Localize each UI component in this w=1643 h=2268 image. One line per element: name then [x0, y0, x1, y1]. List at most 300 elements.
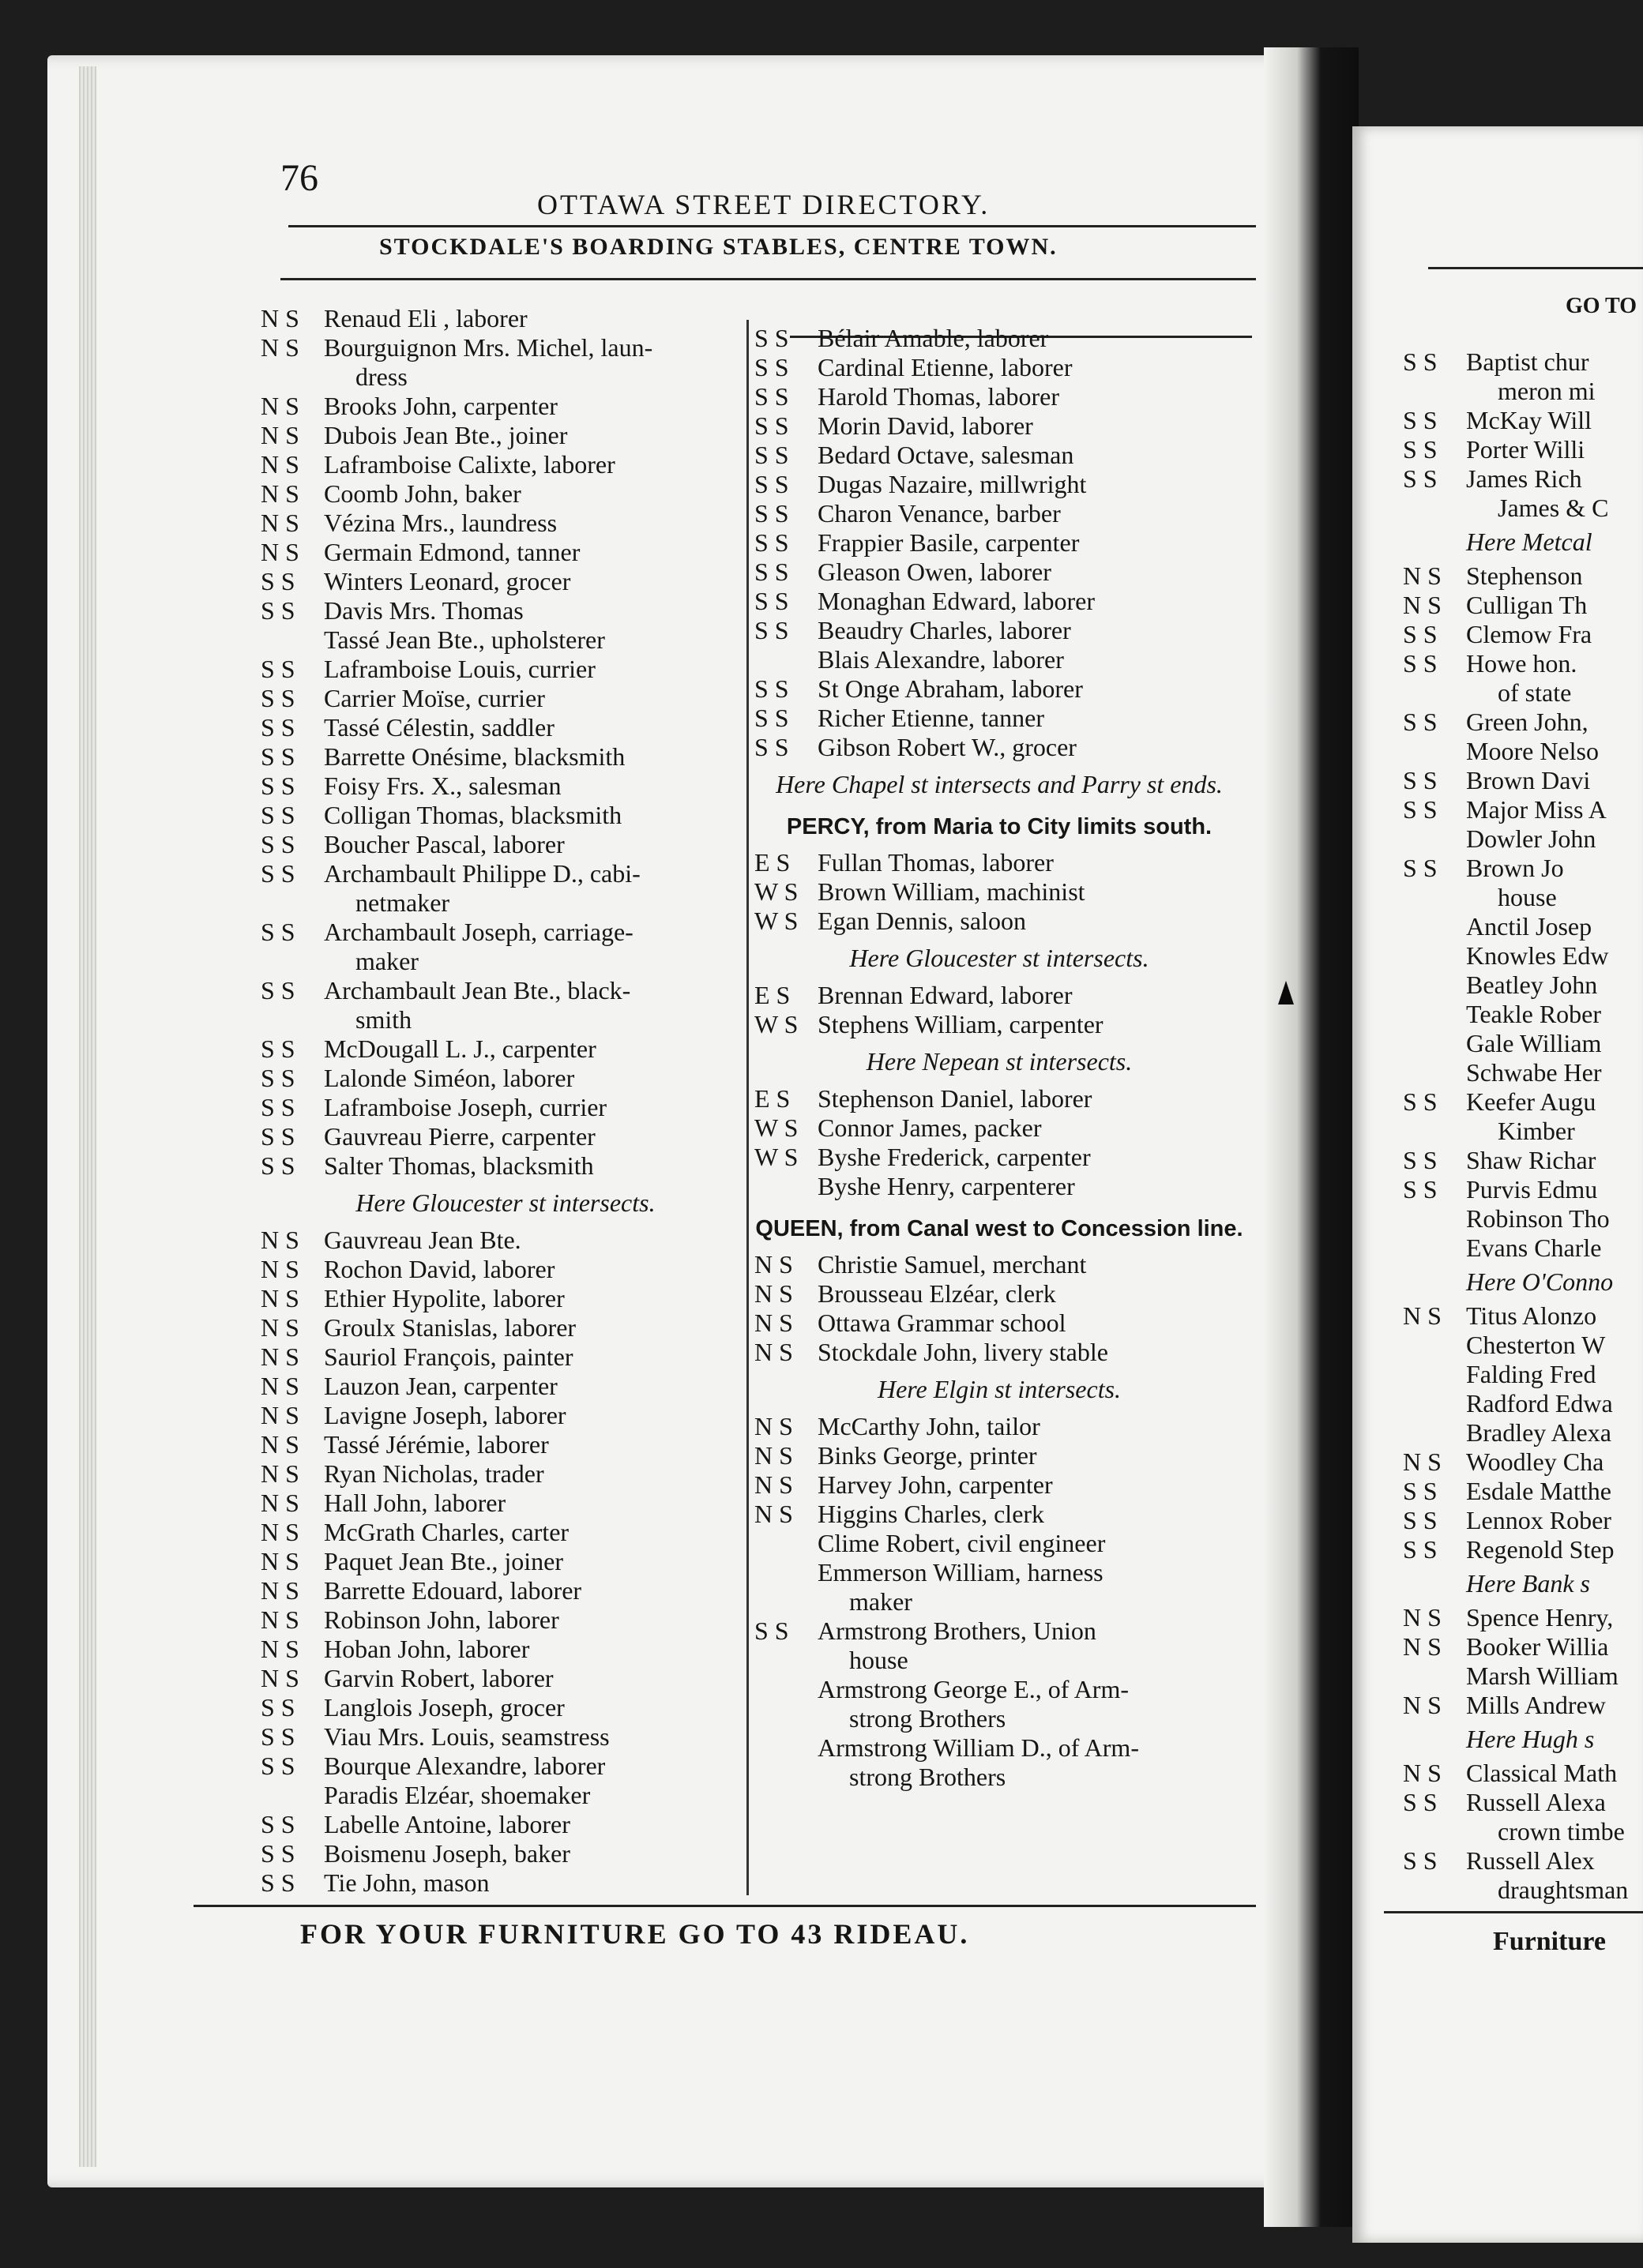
directory-entry — [261, 333, 750, 362]
entry-text: Viau Mrs. Louis, seamstress — [324, 1722, 610, 1751]
directory-entry — [754, 1617, 1244, 1646]
entry-text: Morin David, laborer — [818, 411, 1033, 440]
directory-entry — [261, 1810, 750, 1839]
entry-text: Tassé Célestin, saddler — [324, 713, 555, 742]
directory-entry — [1403, 1535, 1643, 1564]
entry-text: Blais Alexandre, laborer — [818, 645, 1064, 674]
entry-text: Renaud Eli , laborer — [324, 304, 528, 332]
directory-entry — [261, 859, 750, 888]
directory-entry — [261, 1372, 750, 1401]
entry-text: Lalonde Siméon, laborer — [324, 1064, 575, 1092]
directory-entry — [754, 1675, 1244, 1704]
directory-entry — [754, 907, 1244, 936]
gutter-marker — [1278, 981, 1294, 1004]
right-page-head: GO TO — [1566, 294, 1637, 318]
street-side: S S — [261, 1093, 295, 1121]
entry-text: Clime Robert, civil engineer — [818, 1529, 1106, 1557]
directory-entry — [1403, 435, 1643, 464]
directory-entry — [754, 981, 1244, 1010]
entry-text: Dowler John — [1466, 824, 1596, 853]
street-side: S S — [261, 772, 295, 800]
entry-continuation: house — [1498, 883, 1557, 911]
street-side: W S — [754, 1113, 799, 1142]
entry-text: Harold Thomas, laborer — [818, 382, 1059, 411]
street-side — [1403, 1418, 1466, 1448]
directory-entry — [261, 976, 750, 1005]
entry-continuation: meron mi — [1498, 377, 1596, 405]
directory-entry — [754, 470, 1244, 499]
street-side: S S — [1403, 1535, 1438, 1564]
entry-text: Archambault Joseph, carriage- — [324, 918, 634, 946]
intersection-note: Here Chapel st intersects and Parry st ends. — [776, 770, 1223, 798]
street-side: S S — [261, 1064, 295, 1092]
entry-continuation: smith — [355, 1005, 412, 1034]
directory-entry — [754, 1500, 1244, 1529]
directory-entry — [261, 1868, 750, 1898]
entry-text: St Onge Abraham, laborer — [818, 674, 1083, 703]
street-side: S S — [261, 596, 295, 625]
directory-entry — [261, 1093, 750, 1122]
street-side: S S — [1403, 1846, 1438, 1875]
directory-entry — [261, 1722, 750, 1752]
entry-text: Ottawa Grammar school — [818, 1309, 1066, 1337]
entry-text: McGrath Charles, carter — [324, 1518, 570, 1546]
street-side: S S — [261, 1034, 295, 1063]
entry-text: Tassé Jean Bte., upholsterer — [324, 625, 605, 654]
entry-text: Evans Charle — [1466, 1234, 1602, 1262]
entry-text: Byshe Frederick, carpenter — [818, 1143, 1091, 1171]
entry-text: Groulx Stanislas, laborer — [324, 1313, 577, 1342]
directory-entry — [261, 1547, 750, 1576]
entry-continuation: maker — [355, 947, 419, 975]
entry-text: Stephens William, carpenter — [818, 1010, 1103, 1038]
street-side: N S — [754, 1250, 793, 1279]
entry-text: Clemow Fra — [1466, 620, 1592, 648]
street-side: S S — [1403, 347, 1438, 376]
directory-entry — [261, 1255, 750, 1284]
street-side: S S — [261, 655, 295, 683]
street-side: S S — [261, 567, 295, 595]
entry-text: Charon Venance, barber — [818, 499, 1061, 528]
street-side: S S — [261, 1810, 295, 1838]
directory-entry — [261, 1839, 750, 1868]
entry-text: Sauriol François, painter — [324, 1342, 573, 1371]
entry-text: Robinson John, laborer — [324, 1605, 559, 1634]
directory-entry — [1403, 620, 1643, 649]
street-side: N S — [261, 1226, 299, 1254]
directory-entry — [1403, 347, 1643, 377]
entry-continuation: crown timbe — [1498, 1817, 1625, 1846]
street-side — [754, 1558, 818, 1587]
directory-entry — [754, 1470, 1244, 1500]
directory-entry — [261, 1489, 750, 1518]
street-side: S S — [261, 1868, 295, 1897]
street-side: N S — [754, 1338, 793, 1366]
entry-text: Davis Mrs. Thomas — [324, 596, 524, 625]
directory-entry — [261, 1342, 750, 1372]
entry-text: Baptist chur — [1466, 347, 1589, 376]
directory-entry — [261, 421, 750, 450]
entry-text: Woodley Cha — [1466, 1448, 1604, 1476]
directory-entry — [1403, 464, 1643, 494]
street-side: N S — [261, 333, 299, 362]
entry-text: Emmerson William, harness — [818, 1558, 1103, 1586]
entry-text: Dubois Jean Bte., joiner — [324, 421, 568, 449]
directory-entry — [1403, 561, 1643, 591]
entry-text: Richer Etienne, tanner — [818, 704, 1044, 732]
street-side: S S — [754, 441, 789, 469]
street-side: S S — [261, 1693, 295, 1722]
street-side: S S — [754, 324, 789, 352]
entry-text: Connor James, packer — [818, 1113, 1042, 1142]
directory-entry — [754, 324, 1244, 353]
directory-entry — [754, 411, 1244, 441]
street-side: S S — [261, 1122, 295, 1151]
directory-entry — [1403, 1058, 1643, 1087]
entry-text: Ryan Nicholas, trader — [324, 1459, 544, 1488]
street-side — [754, 1529, 818, 1558]
entry-text: Bourque Alexandre, laborer — [324, 1752, 606, 1780]
entry-text: Brown Jo — [1466, 854, 1564, 882]
directory-entry — [1403, 912, 1643, 941]
street-side: S S — [261, 1722, 295, 1751]
entry-continuation: strong Brothers — [849, 1704, 1006, 1733]
directory-entry — [261, 742, 750, 772]
entry-text: Titus Alonzo — [1466, 1301, 1597, 1330]
directory-entry — [754, 1733, 1244, 1763]
directory-entry — [261, 1034, 750, 1064]
entry-text: Robinson Tho — [1466, 1204, 1610, 1233]
entry-text: Archambault Philippe D., cabi- — [324, 859, 641, 888]
directory-entry — [754, 848, 1244, 877]
directory-entry — [1403, 591, 1643, 620]
directory-entry — [1403, 1175, 1643, 1204]
entry-text: Culligan Th — [1466, 591, 1588, 619]
directory-entry — [261, 1664, 750, 1693]
entry-continuation: house — [849, 1646, 908, 1674]
directory-entry — [754, 1010, 1244, 1039]
entry-text: Winters Leonard, grocer — [324, 567, 571, 595]
directory-entry — [754, 733, 1244, 762]
directory-entry — [261, 1459, 750, 1489]
street-side — [1403, 1662, 1466, 1691]
entry-text: Marsh William — [1466, 1662, 1619, 1690]
entry-text: Egan Dennis, saloon — [818, 907, 1026, 935]
entry-text: Paradis Elzéar, shoemaker — [324, 1781, 591, 1809]
street-side: N S — [1403, 1448, 1442, 1476]
directory-entry — [754, 1143, 1244, 1172]
directory-entry — [1403, 1301, 1643, 1331]
street-side: S S — [261, 859, 295, 888]
entry-text: Lauzon Jean, carpenter — [324, 1372, 558, 1400]
street-side: S S — [754, 382, 789, 411]
street-side: N S — [1403, 1603, 1442, 1632]
street-side — [1403, 737, 1466, 766]
footer-rule — [194, 1905, 1256, 1907]
entry-continuation: draughtsman — [1498, 1876, 1629, 1904]
street-side: S S — [1403, 854, 1438, 882]
entry-text: Cardinal Etienne, laborer — [818, 353, 1073, 381]
directory-entry — [1403, 1846, 1643, 1876]
directory-entry — [754, 645, 1244, 674]
street-side: S S — [754, 733, 789, 761]
directory-entry — [754, 1172, 1244, 1201]
street-side: N S — [261, 392, 299, 420]
street-side: S S — [261, 801, 295, 829]
directory-entry — [754, 382, 1244, 411]
right-page-foot: Furniture — [1493, 1927, 1606, 1956]
directory-entry — [754, 1441, 1244, 1470]
entry-text: Schwabe Her — [1466, 1058, 1602, 1087]
street-side: N S — [261, 1255, 299, 1283]
entry-text: Frappier Basile, carpenter — [818, 528, 1080, 557]
street-side: N S — [261, 1401, 299, 1429]
street-side: S S — [261, 684, 295, 712]
entry-text: Classical Math — [1466, 1759, 1618, 1787]
street-side: S S — [754, 499, 789, 528]
street-side: S S — [261, 1752, 295, 1780]
street-side: W S — [754, 1010, 799, 1038]
banner-advert: STOCKDALE'S BOARDING STABLES, CENTRE TOWN. — [379, 234, 1058, 260]
page-edges — [79, 66, 96, 2167]
entry-text: Beatley John — [1466, 971, 1598, 999]
directory-entry — [261, 1518, 750, 1547]
entry-continuation: maker — [849, 1587, 912, 1616]
street-side — [1403, 1234, 1466, 1263]
footer-advert: FOR YOUR FURNITURE GO TO 43 RIDEAU. — [300, 1918, 970, 1950]
directory-entry — [754, 674, 1244, 704]
directory-entry — [1403, 1146, 1643, 1175]
entry-text: Moore Nelso — [1466, 737, 1599, 765]
directory-entry — [1403, 941, 1643, 971]
entry-text: Dugas Nazaire, millwright — [818, 470, 1087, 498]
directory-entry — [1403, 1331, 1643, 1360]
right-head-rule — [1428, 267, 1643, 269]
directory-entry — [261, 538, 750, 567]
street-side: W S — [754, 877, 799, 906]
street-heading: QUEEN, from Canal west to Concession line. — [755, 1216, 1243, 1241]
street-side: S S — [1403, 1087, 1438, 1116]
directory-entry — [754, 587, 1244, 616]
street-side: S S — [1403, 708, 1438, 736]
entry-text: Laframboise Calixte, laborer — [324, 450, 615, 479]
directory-entry — [261, 1151, 750, 1181]
entry-text: Garvin Robert, laborer — [324, 1664, 554, 1692]
entry-text: Germain Edmond, tanner — [324, 538, 581, 566]
street-side — [1403, 1389, 1466, 1418]
entry-text: Esdale Matthe — [1466, 1477, 1611, 1505]
street-side: N S — [261, 1459, 299, 1488]
directory-entry — [261, 1401, 750, 1430]
street-side: S S — [754, 616, 789, 644]
entry-text: Booker Willia — [1466, 1632, 1609, 1661]
street-side — [1403, 1029, 1466, 1058]
directory-entry — [261, 1064, 750, 1093]
entry-text: McDougall L. J., carpenter — [324, 1034, 596, 1063]
entry-text: Paquet Jean Bte., joiner — [324, 1547, 564, 1575]
directory-entry — [261, 1693, 750, 1722]
entry-text: Rochon David, laborer — [324, 1255, 555, 1283]
street-side: N S — [261, 479, 299, 508]
right-footer-rule — [1384, 1911, 1643, 1913]
entry-text: Keefer Augu — [1466, 1087, 1596, 1116]
entry-text: Hall John, laborer — [324, 1489, 506, 1517]
street-side — [754, 645, 818, 674]
directory-entry — [754, 1412, 1244, 1441]
street-side: N S — [261, 1342, 299, 1371]
entry-text: Boucher Pascal, laborer — [324, 830, 565, 858]
entry-text: Purvis Edmu — [1466, 1175, 1598, 1203]
entry-text: Gauvreau Pierre, carpenter — [324, 1122, 596, 1151]
directory-entry — [1403, 824, 1643, 854]
entry-continuation: strong Brothers — [849, 1763, 1006, 1791]
street-side: W S — [754, 907, 799, 935]
entry-text: Major Miss A — [1466, 795, 1607, 824]
street-side: N S — [261, 1284, 299, 1312]
entry-text: Salter Thomas, blacksmith — [324, 1151, 594, 1180]
directory-entry — [261, 1605, 750, 1635]
entry-text: Lennox Rober — [1466, 1506, 1611, 1534]
directory-entry — [754, 877, 1244, 907]
intersection-note: Here Gloucester st intersects. — [355, 1188, 656, 1217]
running-head: OTTAWA STREET DIRECTORY. — [537, 189, 991, 220]
street-side: S S — [261, 742, 295, 771]
entry-text: Coomb John, baker — [324, 479, 521, 508]
entry-text: McCarthy John, tailor — [818, 1412, 1040, 1440]
entry-text: Barrette Edouard, laborer — [324, 1576, 582, 1605]
directory-entry — [1403, 1788, 1643, 1817]
entry-text: Laframboise Joseph, currier — [324, 1093, 607, 1121]
entry-continuation: dress — [355, 362, 408, 391]
directory-entry — [754, 1084, 1244, 1113]
street-side: N S — [261, 538, 299, 566]
street-side — [754, 1733, 818, 1763]
street-side — [754, 1172, 818, 1201]
street-side — [1403, 1000, 1466, 1029]
intersection-note: Here Elgin st intersects. — [877, 1375, 1122, 1403]
street-side — [1403, 971, 1466, 1000]
street-side: S S — [754, 353, 789, 381]
street-side: N S — [754, 1412, 793, 1440]
left-column — [261, 304, 750, 1898]
directory-entry — [1403, 1506, 1643, 1535]
entry-text: Bélair Amable, laborer — [818, 324, 1049, 352]
directory-entry — [261, 1635, 750, 1664]
directory-entry — [1403, 795, 1643, 824]
entry-text: McKay Will — [1466, 406, 1592, 434]
street-side: N S — [754, 1500, 793, 1528]
street-side: S S — [1403, 795, 1438, 824]
entry-text: Stephenson — [1466, 561, 1583, 590]
directory-entry — [261, 625, 750, 655]
street-side: N S — [1403, 1759, 1442, 1787]
entry-text: Mills Andrew — [1466, 1691, 1606, 1719]
street-heading: PERCY, from Maria to City limits south. — [786, 814, 1213, 839]
entry-text: Bedard Octave, salesman — [818, 441, 1074, 469]
street-side: S S — [261, 830, 295, 858]
street-side: S S — [261, 1151, 295, 1180]
street-side — [261, 625, 324, 655]
entry-continuation: of state — [1498, 678, 1572, 707]
street-side: S S — [754, 558, 789, 586]
directory-entry — [754, 441, 1244, 470]
entry-text: Howe hon. — [1466, 649, 1577, 678]
entry-text: Christie Samuel, merchant — [818, 1250, 1087, 1279]
entry-text: Green John, — [1466, 708, 1588, 736]
directory-entry — [1403, 406, 1643, 435]
street-side: N S — [261, 1430, 299, 1459]
entry-text: Brown William, machinist — [818, 877, 1085, 906]
directory-entry — [261, 713, 750, 742]
directory-entry — [1403, 1632, 1643, 1662]
entry-text: Teakle Rober — [1466, 1000, 1602, 1028]
street-side: S S — [1403, 1788, 1438, 1816]
street-side: S S — [261, 976, 295, 1004]
entry-text: Higgins Charles, clerk — [818, 1500, 1045, 1528]
street-side: S S — [1403, 1146, 1438, 1174]
directory-entry — [261, 1313, 750, 1342]
street-side: S S — [754, 1617, 789, 1645]
entry-text: Gibson Robert W., grocer — [818, 733, 1077, 761]
street-side: N S — [261, 1576, 299, 1605]
street-side: N S — [261, 1372, 299, 1400]
street-side: N S — [261, 421, 299, 449]
street-side: N S — [261, 1664, 299, 1692]
street-side — [261, 1781, 324, 1810]
directory-entry — [754, 1558, 1244, 1587]
directory-entry — [261, 392, 750, 421]
street-side — [1403, 1058, 1466, 1087]
directory-entry — [261, 304, 750, 333]
directory-entry — [754, 1529, 1244, 1558]
directory-entry — [261, 830, 750, 859]
directory-entry — [1403, 1087, 1643, 1117]
directory-entry — [754, 528, 1244, 558]
street-side: S S — [1403, 766, 1438, 794]
directory-entry — [261, 684, 750, 713]
street-side — [1403, 824, 1466, 854]
entry-text: Stockdale John, livery stable — [818, 1338, 1108, 1366]
directory-entry — [1403, 766, 1643, 795]
directory-entry — [261, 918, 750, 947]
street-side: S S — [1403, 464, 1438, 493]
intersection-note: Here Nepean st intersects. — [866, 1047, 1133, 1076]
street-side: S S — [1403, 1477, 1438, 1505]
entry-continuation: Kimber — [1498, 1117, 1575, 1145]
directory-entry — [754, 1113, 1244, 1143]
directory-entry — [261, 1781, 750, 1810]
entry-text: Stephenson Daniel, laborer — [818, 1084, 1092, 1113]
street-side: N S — [261, 509, 299, 537]
street-side: N S — [261, 304, 299, 332]
directory-entry — [1403, 708, 1643, 737]
directory-entry — [1403, 1662, 1643, 1691]
entry-text: Falding Fred — [1466, 1360, 1596, 1388]
entry-text: Brown Davi — [1466, 766, 1591, 794]
entry-text: Hoban John, laborer — [324, 1635, 530, 1663]
street-side: S S — [754, 674, 789, 703]
intersection-note: Here Metcal — [1466, 528, 1592, 556]
entry-text: Lavigne Joseph, laborer — [324, 1401, 566, 1429]
street-side: S S — [754, 528, 789, 557]
street-side: N S — [754, 1309, 793, 1337]
directory-entry — [1403, 1759, 1643, 1788]
directory-entry — [1403, 737, 1643, 766]
street-side: N S — [754, 1470, 793, 1499]
entry-text: Anctil Josep — [1466, 912, 1592, 941]
street-side: N S — [261, 450, 299, 479]
street-side: N S — [754, 1441, 793, 1470]
